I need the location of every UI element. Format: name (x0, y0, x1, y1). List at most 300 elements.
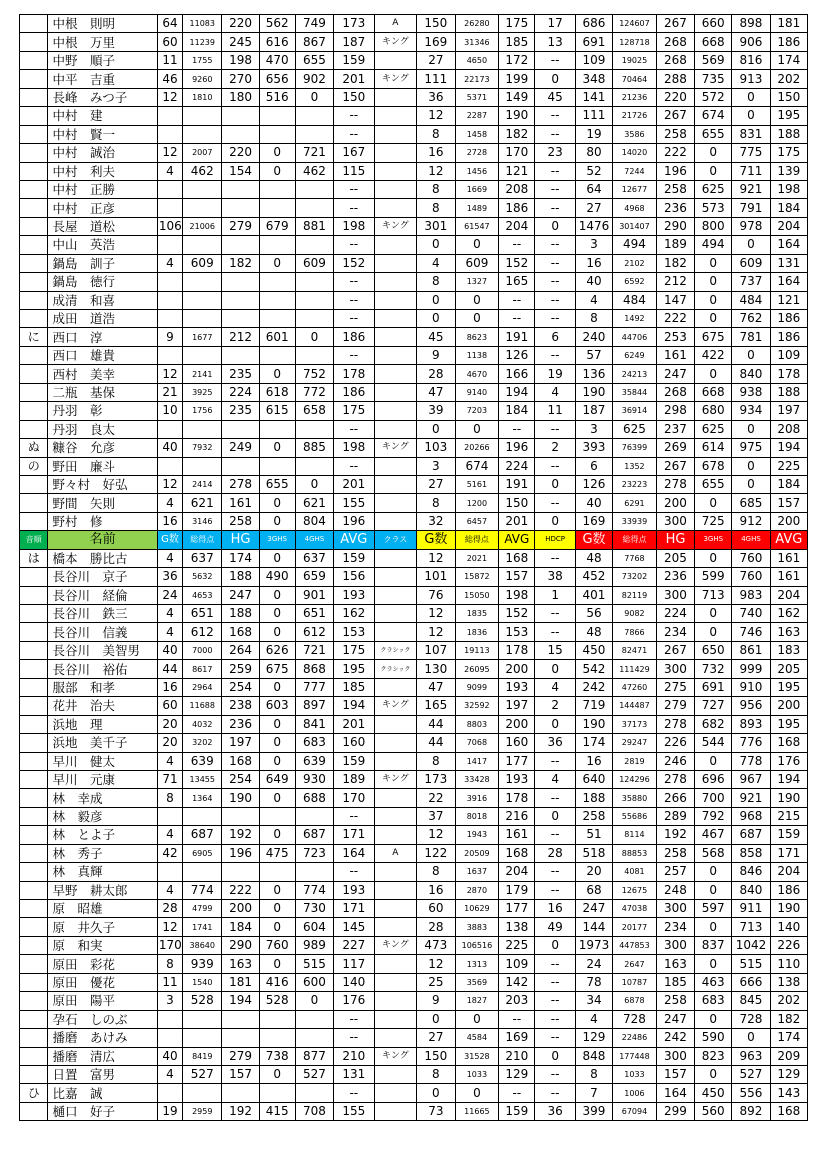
value-cell: 190 (222, 789, 259, 807)
value-cell: 7768 (613, 549, 657, 567)
class-cell (374, 291, 417, 309)
value-cell: 651 (295, 605, 333, 623)
table-row (20, 549, 808, 567)
value-cell: 800 (695, 217, 732, 235)
value-cell: -- (535, 992, 575, 1010)
value-cell: 447853 (613, 936, 657, 954)
value-cell: 911 (732, 900, 770, 918)
value-cell: 4 (157, 623, 182, 641)
value-cell: 910 (732, 678, 770, 696)
header-cell: G数 (575, 531, 612, 549)
value-cell: 301407 (613, 217, 657, 235)
value-cell (259, 291, 295, 309)
value-cell: 194 (499, 383, 535, 401)
index-cell (20, 605, 48, 623)
value-cell: 185 (334, 678, 374, 696)
table-row (20, 254, 808, 272)
value-cell (295, 107, 333, 125)
value-cell: 161 (656, 346, 694, 364)
value-cell: 725 (695, 512, 732, 530)
value-cell: 28 (417, 918, 455, 936)
value-cell: 45 (535, 88, 575, 106)
value-cell: 2959 (183, 1102, 222, 1120)
value-cell: 153 (334, 623, 374, 641)
value-cell (259, 236, 295, 254)
value-cell: 1677 (183, 328, 222, 346)
value-cell: 70464 (613, 70, 657, 88)
value-cell: 159 (499, 1102, 535, 1120)
value-cell: 177448 (613, 1047, 657, 1065)
class-cell (374, 623, 417, 641)
value-cell: 604 (295, 918, 333, 936)
index-cell (20, 475, 48, 493)
value-cell: 195 (334, 660, 374, 678)
class-cell: クラシック (374, 641, 417, 659)
value-cell: -- (334, 310, 374, 328)
value-cell: 64 (575, 180, 612, 198)
value-cell: -- (535, 180, 575, 198)
value-cell: 0 (732, 107, 770, 125)
value-cell: 752 (295, 365, 333, 383)
value-cell: 64 (157, 15, 182, 33)
value-cell: 111 (417, 70, 455, 88)
value-cell: 186 (770, 881, 807, 899)
value-cell: 0 (259, 365, 295, 383)
value-cell: 6249 (613, 346, 657, 364)
value-cell: 5161 (455, 475, 499, 493)
name-cell: 中村 利夫 (48, 162, 157, 180)
value-cell (222, 863, 259, 881)
value-cell: 248 (656, 881, 694, 899)
value-cell (295, 310, 333, 328)
value-cell: 721 (295, 144, 333, 162)
value-cell: -- (535, 199, 575, 217)
value-cell (259, 125, 295, 143)
value-cell: 171 (334, 900, 374, 918)
value-cell: 1489 (455, 199, 499, 217)
value-cell: 31528 (455, 1047, 499, 1065)
value-cell: 33428 (455, 770, 499, 788)
index-cell (20, 918, 48, 936)
value-cell: 40 (157, 1047, 182, 1065)
class-cell (374, 678, 417, 696)
value-cell (157, 1084, 182, 1102)
value-cell: 166 (499, 365, 535, 383)
value-cell: 0 (417, 1010, 455, 1028)
value-cell: 109 (575, 51, 612, 69)
value-cell: 0 (695, 549, 732, 567)
value-cell: 728 (613, 1010, 657, 1028)
class-cell (374, 918, 417, 936)
value-cell: 174 (575, 734, 612, 752)
class-cell (374, 1084, 417, 1102)
value-cell: 3916 (455, 789, 499, 807)
value-cell: 569 (695, 51, 732, 69)
value-cell: 208 (770, 420, 807, 438)
value-cell: 51 (575, 826, 612, 844)
name-cell: 鍋島 徳行 (48, 273, 157, 291)
value-cell: 12 (417, 549, 455, 567)
value-cell: 516 (259, 88, 295, 106)
value-cell: 183 (770, 641, 807, 659)
value-cell: 188 (222, 568, 259, 586)
value-cell: 24213 (613, 365, 657, 383)
value-cell: 173 (334, 15, 374, 33)
value-cell: 188 (575, 789, 612, 807)
value-cell: 666 (732, 973, 770, 991)
value-cell: 484 (732, 291, 770, 309)
value-cell: 938 (732, 383, 770, 401)
value-cell: 174 (222, 549, 259, 567)
value-cell: 968 (732, 807, 770, 825)
value-cell: -- (535, 457, 575, 475)
value-cell: 1352 (613, 457, 657, 475)
value-cell: -- (535, 162, 575, 180)
value-cell: 10787 (613, 973, 657, 991)
value-cell (295, 420, 333, 438)
table-row (20, 494, 808, 512)
index-cell (20, 162, 48, 180)
value-cell (183, 457, 222, 475)
value-cell: 3883 (455, 918, 499, 936)
value-cell: 898 (732, 15, 770, 33)
value-cell: 740 (732, 605, 770, 623)
value-cell: 201 (334, 715, 374, 733)
value-cell: -- (499, 310, 535, 328)
name-cell: 西村 美幸 (48, 365, 157, 383)
value-cell: 0 (732, 346, 770, 364)
value-cell: 236 (656, 199, 694, 217)
table-row (20, 439, 808, 457)
value-cell: 10 (157, 402, 182, 420)
value-cell: 164 (656, 1084, 694, 1102)
value-cell: 0 (295, 88, 333, 106)
name-cell: 樋口 好子 (48, 1102, 157, 1120)
value-cell: 3 (417, 457, 455, 475)
value-cell: 473 (417, 936, 455, 954)
value-cell: 126 (499, 346, 535, 364)
value-cell: 8 (417, 125, 455, 143)
header-cell: HG (656, 531, 694, 549)
value-cell: 1417 (455, 752, 499, 770)
value-cell: 34 (575, 992, 612, 1010)
value-cell (157, 807, 182, 825)
value-cell: -- (334, 1084, 374, 1102)
value-cell: 902 (295, 70, 333, 88)
value-cell: 2728 (455, 144, 499, 162)
value-cell (222, 1010, 259, 1028)
value-cell: 901 (295, 586, 333, 604)
value-cell: 956 (732, 697, 770, 715)
value-cell: 268 (656, 383, 694, 401)
value-cell: 0 (259, 678, 295, 696)
value-cell: 130 (417, 660, 455, 678)
table-row (20, 697, 808, 715)
value-cell: 8 (417, 494, 455, 512)
value-cell: 609 (183, 254, 222, 272)
class-cell (374, 107, 417, 125)
value-cell: -- (535, 236, 575, 254)
class-cell (374, 236, 417, 254)
value-cell: 23223 (613, 475, 657, 493)
value-cell: 264 (222, 641, 259, 659)
value-cell: 220 (656, 88, 694, 106)
value-cell: 1 (535, 586, 575, 604)
value-cell: 238 (222, 697, 259, 715)
value-cell: 749 (295, 15, 333, 33)
value-cell: 762 (732, 310, 770, 328)
name-cell: 野々村 好弘 (48, 475, 157, 493)
class-cell (374, 125, 417, 143)
class-cell (374, 383, 417, 401)
value-cell: 885 (295, 439, 333, 457)
value-cell: 110 (770, 955, 807, 973)
value-cell: 840 (732, 365, 770, 383)
value-cell: 31346 (455, 33, 499, 51)
value-cell: 153 (499, 623, 535, 641)
value-cell: 655 (695, 125, 732, 143)
name-cell: 中村 賢一 (48, 125, 157, 143)
value-cell: 186 (499, 199, 535, 217)
value-cell (222, 199, 259, 217)
name-cell: 中根 万里 (48, 33, 157, 51)
value-cell: 60 (157, 33, 182, 51)
value-cell: 0 (259, 826, 295, 844)
value-cell: 1835 (455, 605, 499, 623)
value-cell (222, 346, 259, 364)
index-cell (20, 734, 48, 752)
value-cell: 177 (499, 900, 535, 918)
header-cell: HG (222, 531, 259, 549)
value-cell: 178 (499, 789, 535, 807)
value-cell: 837 (695, 936, 732, 954)
value-cell: 0 (259, 623, 295, 641)
value-cell: 21236 (613, 88, 657, 106)
value-cell: 257 (656, 863, 694, 881)
value-cell: 161 (770, 568, 807, 586)
value-cell: 22 (417, 789, 455, 807)
value-cell: -- (535, 254, 575, 272)
value-cell: 193 (499, 678, 535, 696)
value-cell: 1364 (183, 789, 222, 807)
value-cell (295, 199, 333, 217)
value-cell: 143 (770, 1084, 807, 1102)
value-cell: 8 (157, 789, 182, 807)
value-cell: 212 (222, 328, 259, 346)
value-cell: 8114 (613, 826, 657, 844)
value-cell: 187 (334, 33, 374, 51)
value-cell: 4 (157, 549, 182, 567)
value-cell: 270 (222, 70, 259, 88)
value-cell: 159 (334, 752, 374, 770)
value-cell (183, 236, 222, 254)
class-cell (374, 549, 417, 567)
value-cell: 201 (334, 70, 374, 88)
table-row (20, 365, 808, 383)
value-cell: 115 (334, 162, 374, 180)
value-cell: 38640 (183, 936, 222, 954)
value-cell: 11688 (183, 697, 222, 715)
value-cell: 542 (575, 660, 612, 678)
value-cell: 174 (770, 51, 807, 69)
table-row (20, 107, 808, 125)
value-cell: 35880 (613, 789, 657, 807)
value-cell: 39 (417, 402, 455, 420)
value-cell: 140 (770, 918, 807, 936)
header-cell: 総得点 (613, 531, 657, 549)
value-cell: 2287 (455, 107, 499, 125)
table-row (20, 918, 808, 936)
value-cell: 164 (770, 236, 807, 254)
name-cell: 林 真輝 (48, 863, 157, 881)
class-cell (374, 199, 417, 217)
value-cell: 760 (732, 568, 770, 586)
index-cell (20, 715, 48, 733)
value-cell: 109 (770, 346, 807, 364)
value-cell: 161 (499, 826, 535, 844)
class-cell: クラシック (374, 660, 417, 678)
table-row (20, 180, 808, 198)
value-cell: 267 (656, 457, 694, 475)
value-cell: 0 (295, 475, 333, 493)
value-cell: 164 (334, 844, 374, 862)
index-cell (20, 273, 48, 291)
header-cell: G数 (417, 531, 455, 549)
value-cell: 8 (575, 310, 612, 328)
value-cell: 138 (770, 973, 807, 991)
value-cell: 201 (334, 475, 374, 493)
index-cell (20, 900, 48, 918)
value-cell: 48 (575, 623, 612, 641)
value-cell: 24 (157, 586, 182, 604)
index-cell (20, 254, 48, 272)
value-cell: 24 (575, 955, 612, 973)
value-cell: -- (535, 346, 575, 364)
value-cell: 186 (334, 328, 374, 346)
value-cell: 194 (770, 439, 807, 457)
value-cell: 0 (259, 918, 295, 936)
value-cell: 145 (334, 918, 374, 936)
value-cell: 182 (656, 254, 694, 272)
value-cell: 136 (575, 365, 612, 383)
value-cell (259, 457, 295, 475)
value-cell: 220 (222, 144, 259, 162)
value-cell: 12 (417, 605, 455, 623)
value-cell: 225 (499, 936, 535, 954)
value-cell: 165 (499, 273, 535, 291)
table-row (20, 992, 808, 1010)
value-cell: 975 (732, 439, 770, 457)
name-cell: 原 和実 (48, 936, 157, 954)
value-cell: 0 (695, 881, 732, 899)
value-cell: 11 (535, 402, 575, 420)
value-cell: 67094 (613, 1102, 657, 1120)
name-cell: 長屋 道松 (48, 217, 157, 235)
value-cell: 603 (259, 697, 295, 715)
header-cell: 名前 (48, 531, 157, 549)
value-cell: 8 (157, 955, 182, 973)
index-cell (20, 1047, 48, 1065)
index-cell (20, 236, 48, 254)
table-row (20, 568, 808, 586)
value-cell: 0 (695, 144, 732, 162)
value-cell: 16 (417, 144, 455, 162)
index-cell (20, 180, 48, 198)
value-cell (222, 1084, 259, 1102)
name-cell: 橋本 勝比古 (48, 549, 157, 567)
value-cell: 150 (417, 1047, 455, 1065)
value-cell: 301 (417, 217, 455, 235)
value-cell: 626 (259, 641, 295, 659)
class-cell (374, 568, 417, 586)
value-cell: 184 (770, 475, 807, 493)
value-cell: 4 (157, 752, 182, 770)
value-cell: 4 (157, 494, 182, 512)
value-cell: 224 (499, 457, 535, 475)
value-cell: 163 (222, 955, 259, 973)
value-cell: 20177 (613, 918, 657, 936)
table-row (20, 605, 808, 623)
index-cell (20, 15, 48, 33)
value-cell: 393 (575, 439, 612, 457)
value-cell: 258 (656, 125, 694, 143)
value-cell: 19113 (455, 641, 499, 659)
value-cell: 1669 (455, 180, 499, 198)
value-cell: 267 (656, 107, 694, 125)
value-cell: 9 (417, 992, 455, 1010)
value-cell: 6457 (455, 512, 499, 530)
value-cell: 157 (656, 1065, 694, 1083)
class-cell (374, 586, 417, 604)
value-cell: 4584 (455, 1029, 499, 1047)
value-cell: 12 (417, 162, 455, 180)
value-cell: 12 (157, 144, 182, 162)
value-cell: 60 (157, 697, 182, 715)
value-cell: 167 (334, 144, 374, 162)
value-cell: 186 (334, 383, 374, 401)
value-cell: 415 (259, 1102, 295, 1120)
value-cell (183, 1084, 222, 1102)
value-cell: 28 (417, 365, 455, 383)
value-cell: -- (535, 1029, 575, 1047)
class-cell: キング (374, 217, 417, 235)
table-row (20, 955, 808, 973)
value-cell: 1755 (183, 51, 222, 69)
value-cell: 656 (259, 70, 295, 88)
value-cell: 0 (695, 494, 732, 512)
table-row (20, 1102, 808, 1120)
value-cell: 278 (656, 475, 694, 493)
name-cell: 孕石 しのぶ (48, 1010, 157, 1028)
value-cell (222, 1029, 259, 1047)
value-cell: 614 (695, 439, 732, 457)
value-cell: 144487 (613, 697, 657, 715)
value-cell: 188 (770, 125, 807, 143)
value-cell: 23 (535, 144, 575, 162)
value-cell: 0 (695, 310, 732, 328)
value-cell: 209 (770, 1047, 807, 1065)
value-cell: -- (334, 457, 374, 475)
value-cell: -- (535, 605, 575, 623)
table-row (20, 973, 808, 991)
value-cell: 26280 (455, 15, 499, 33)
value-cell (183, 199, 222, 217)
value-cell: 196 (334, 512, 374, 530)
value-cell: 21 (157, 383, 182, 401)
value-cell: 416 (259, 973, 295, 991)
value-cell: 687 (183, 826, 222, 844)
value-cell: 0 (259, 512, 295, 530)
